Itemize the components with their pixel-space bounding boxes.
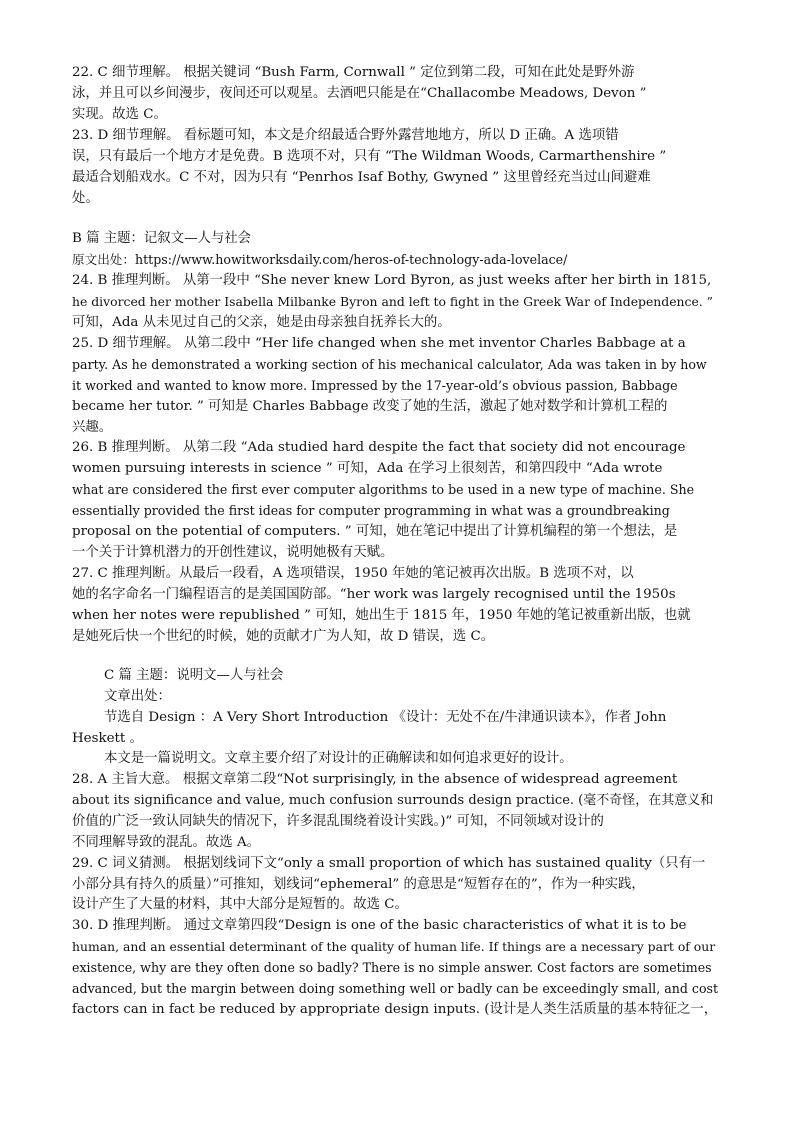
q24-line-2: he divorced her mother Isabella Milbanke Byron and left to fight in the Greek War of Independence. ”	[72, 294, 714, 309]
section-c-source-label: 文章出处：	[104, 689, 171, 704]
q25-line-3: it worked and wanted to know more. Impressed by the 17-year-old’s obvious passion, Babbage	[72, 378, 678, 393]
q26-line-5: proposal on the potential of computers. ” 可知，她在笔记中提出了计算机编程的第一个想法，是	[72, 524, 678, 539]
q27-line-4: 是她死后快一个世纪的时候，她的贡献才广为人知，故 D 错误，选 C。	[72, 629, 495, 644]
q28-line-4: 不同理解导致的混乱。故选 A。	[72, 835, 261, 850]
q30-line-5: factors can in fact be reduced by appropriate design inputs. (设计是人类生活质量的基本特征之一，	[72, 1002, 718, 1017]
q30-line-4: advanced, but the margin between doing something well or badly can be exceedingly small, and cost	[72, 981, 719, 996]
q25-line-4: became her tutor. ” 可知是 Charles Babbage 改变了她的生活，激起了她对数学和计算机工程的	[72, 399, 668, 414]
section-c-title: C 篇 主题：说明文—人与社会	[104, 668, 284, 683]
q29-line-1: 29. C 词义猜测。 根据划线词下文“only a small proportion of which has sustained quality（只有一	[72, 856, 706, 871]
q25-line-1: 25. D 细节理解。 从第二段中 “Her life changed when she met inventor Charles Babbage at a	[72, 336, 686, 351]
q26-line-4: essentially provided the first ideas for computer programming in what was a groundbreaking	[72, 503, 670, 518]
q22-line-1: 22. C 细节理解。 根据关键词 “Bush Farm, Cornwall ” 定位到第二段，可知在此处是野外游	[72, 65, 635, 80]
q29-line-2: 小部分具有持久的质量）”可推知，划线词“ephemeral” 的意思是“短暂存在的”，作为一种实践，	[72, 877, 645, 892]
q30-line-3: existence, why are they often done so badly? There is no simple answer. Cost factors are sometimes	[72, 960, 712, 975]
q29-line-3: 设计产生了大量的材料，其中大部分是短暂的。故选 C。	[72, 897, 408, 912]
q23-line-1: 23. D 细节理解。 看标题可知，本文是介绍最适合野外露营地地方，所以 D 正确。A 选项错	[72, 128, 619, 143]
q22-line-2: 泳，并且可以乡间漫步，夜间还可以观星。去酒吧只能是在“Challacombe Meadows, Devon ”	[72, 86, 647, 101]
q24-line-3: 可知，Ada 从未见过自己的父亲，她是由母亲独自抚养长大的。	[72, 315, 451, 330]
q26-line-2: women pursuing interests in science ” 可知，Ada 在学习上很刻苦，和第四段中 “Ada wrote	[72, 461, 663, 476]
q26-line-1: 26. B 推理判断。 从第二段 “Ada studied hard despite the fact that society did not encourage	[72, 440, 686, 455]
section-c-excerpt-line-1: 节选自 Design ：A Very Short Introduction 《设计：无处不在/牛津通识读本》，作者 John	[104, 710, 667, 725]
q28-line-1: 28. A 主旨大意。 根据文章第二段“Not surprisingly, in the absence of widespread agreement	[72, 772, 678, 787]
q30-line-2: human, and an essential determinant of the quality of human life. If things are a necessary part of our	[72, 939, 716, 954]
q24-line-1: 24. B 推理判断。 从第一段中 “She never knew Lord Byron, as just weeks after her birth in 1815,	[72, 273, 712, 288]
q23-line-2: 误，只有最后一个地方才是免费。B 选项不对，只有 “The Wildman Woods, Carmarthenshire ”	[72, 149, 667, 164]
q27-line-2: 她的名字命名一门编程语言的是美国国防部。“her work was largely recognised until the 1950s	[72, 587, 676, 602]
q23-line-4: 处。	[72, 191, 99, 206]
section-c-summary: 本文是一篇说明文。文章主要介绍了对设计的正确解读和如何追求更好的设计。	[104, 751, 573, 766]
q22-line-3: 实现。故选 C。	[72, 107, 167, 122]
q28-line-2: about its significance and value, much confusion surrounds design practice. (毫不奇怪，在其意义和	[72, 793, 714, 808]
q27-line-3: when her notes were republished ” 可知，她出生于 1815 年，1950 年她的笔记被重新出版，也就	[72, 608, 691, 623]
q28-line-3: 价值的广泛一致认同缺失的情况下，许多混乱围绕着设计实践。)” 可知，不同领域对设计的	[72, 814, 604, 829]
q25-line-2: party. As he demonstrated a working section of his mechanical calculator, Ada was taken in by how	[72, 357, 707, 372]
q27-line-1: 27. C 推理判断。从最后一段看，A 选项错误，1950 年她的笔记被再次出版。B 选项不对，以	[72, 566, 634, 581]
q25-line-5: 兴趣。	[72, 420, 113, 435]
section-c-excerpt-line-2: Heskett 。	[72, 731, 143, 746]
q26-line-6: 一个关于计算机潜力的开创性建议，说明她极有天赋。	[72, 545, 394, 560]
q26-line-3: what are considered the first ever computer algorithms to be used in a new type of machine. She	[72, 482, 695, 497]
q23-line-3: 最适合划船戏水。C 不对，因为只有 “Penrhos Isaf Bothy, Gwyned ” 这里曾经充当过山间避难	[72, 170, 651, 185]
q30-line-1: 30. D 推理判断。 通过文章第四段“Design is one of the basic characteristics of what it is to be	[72, 918, 687, 933]
section-b-title: B 篇 主题：记叙文—人与社会	[72, 231, 252, 246]
section-b-source: 原文出处：https://www.howitworksdaily.com/heros-of-technology-ada-lovelace/	[72, 252, 568, 267]
